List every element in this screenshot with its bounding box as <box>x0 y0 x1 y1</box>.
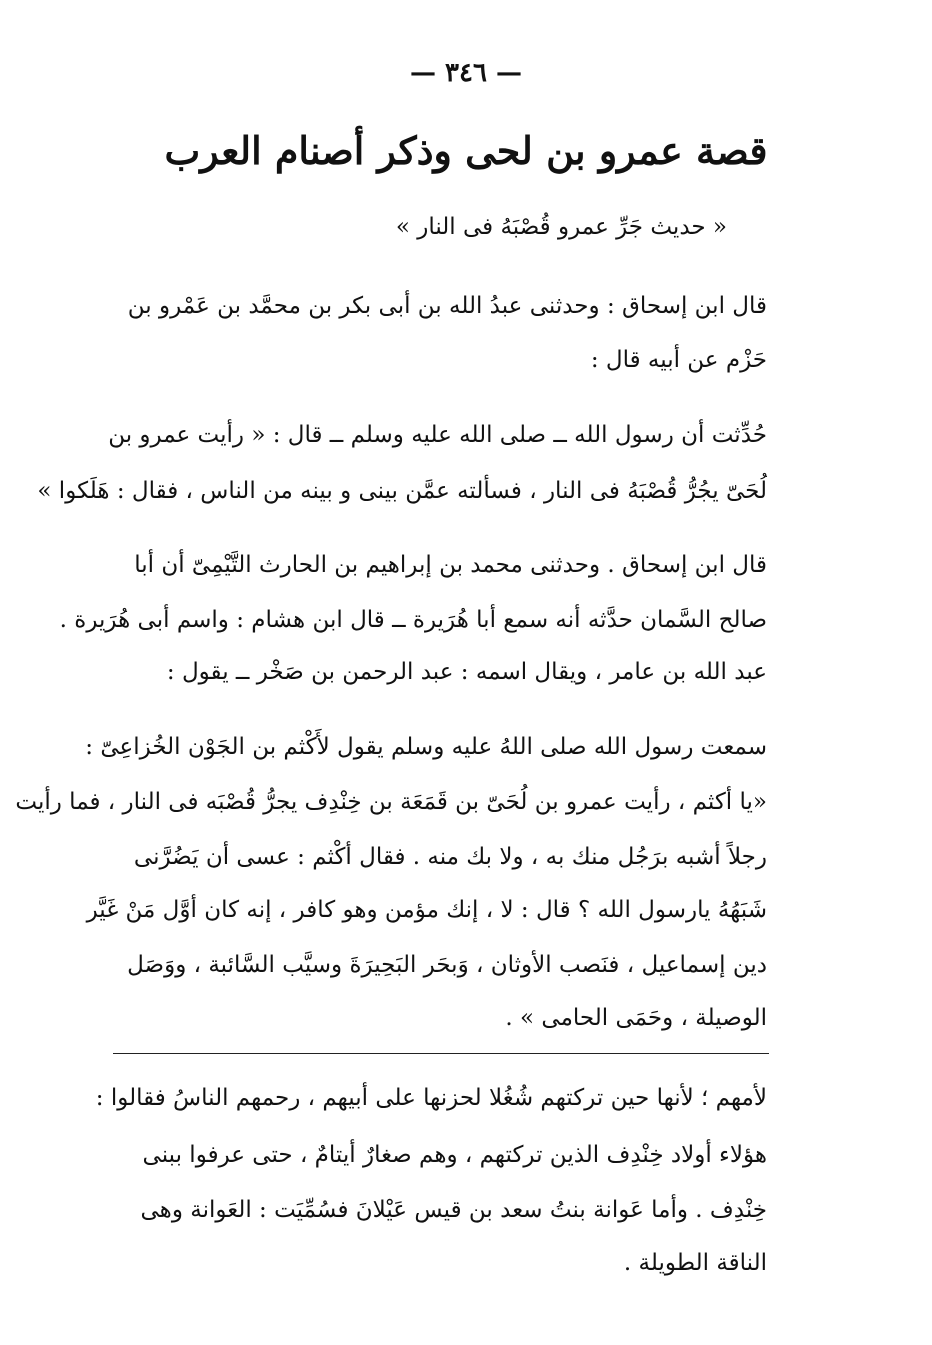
paragraph-4-line-1: سمعت رسول الله صلى اللهُ عليه وسلم يقول لأَكْثم بن الجَوْن الخُزاعِىّ : <box>85 734 767 760</box>
paragraph-3-line-3: عبد الله بن عامر ، ويقال اسمه : عبد الرحمن بن صَخْر ــ يقول : <box>166 659 767 685</box>
paragraph-4-line-6: الوصيلة ، وحَمَى الحامى » . <box>505 1005 767 1031</box>
paragraph-2-line-2: لُحَىّ يجُرُّ قُصْبَهُ فى النار ، فسألته عمَّن بينى و بينه من الناس ، فقال : هَلَكوا » <box>37 478 767 504</box>
paragraph-4-line-3: رجلاً أشبه برَجُل منك به ، ولا بك منه . فقال أكْثم : عسى أن يَضُرَّنى <box>133 844 767 870</box>
paragraph-4-line-5: دين إسماعيل ، فنَصب الأوثان ، وَبحَر البَحِيرَةَ وسيَّب السَّائبة ، ووَصَل <box>127 952 767 978</box>
paragraph-1-line-2: حَزْم عن أبيه قال : <box>590 347 767 373</box>
footnote-line-2: هؤلاء أولاد خِنْدِف الذين تركتهم ، وهم صغارٌ أيتامٌ ، حتى عرفوا ببنى <box>142 1142 767 1168</box>
page-number: — ٣٤٦ — <box>409 58 523 88</box>
paragraph-4-line-2: «يا أكثم ، رأيت عمرو بن لُحَىّ بن قَمَعَة بن خِنْدِف يجرُّ قُصْبَه فى النار ، فما رأيت <box>15 789 767 815</box>
footnote-divider <box>113 1053 769 1054</box>
paragraph-4-line-4: شَبَهُهُ يارسول الله ؟ قال : لا ، إنك مؤمن وهو كافر ، إنه كان أوَّل مَنْ غَيَّر <box>86 897 767 923</box>
section-subtitle: « حديث جَرِّ عمرو قُصْبَهُ فى النار » <box>395 214 727 240</box>
footnote-line-1: لأمهم ؛ لأنها حين تركتهم شُغُلا لحزنها على أبيهم ، رحمهم الناسُ فقالوا : <box>95 1085 767 1111</box>
chapter-title: قصة عمرو بن لحى وذكر أصنام العرب <box>164 128 768 173</box>
paragraph-2-line-1: حُدِّثت أن رسول الله ــ صلى الله عليه وسلم ــ قال : « رأيت عمرو بن <box>108 422 767 448</box>
paragraph-3-line-2: صالح السَّمان حدَّثه أنه سمع أبا هُرَيرة ــ قال ابن هشام : واسم أبى هُرَيرة . <box>59 607 767 633</box>
footnote-line-4: الناقة الطويلة . <box>623 1250 767 1276</box>
paragraph-1-line-1: قال ابن إسحاق : وحدثنى عبدُ الله بن أبى بكر بن محمَّد بن عَمْرو بن <box>127 293 767 319</box>
paragraph-3-line-1: قال ابن إسحاق . وحدثنى محمد بن إبراهيم بن الحارث التَّيْمِىّ أن أبا <box>134 552 767 578</box>
footnote-line-3: خِنْدِف . وأما عَوانة بنتُ سعد بن قيس عَيْلانَ فسُمِّيَت : العَوانة وهى <box>140 1197 767 1223</box>
